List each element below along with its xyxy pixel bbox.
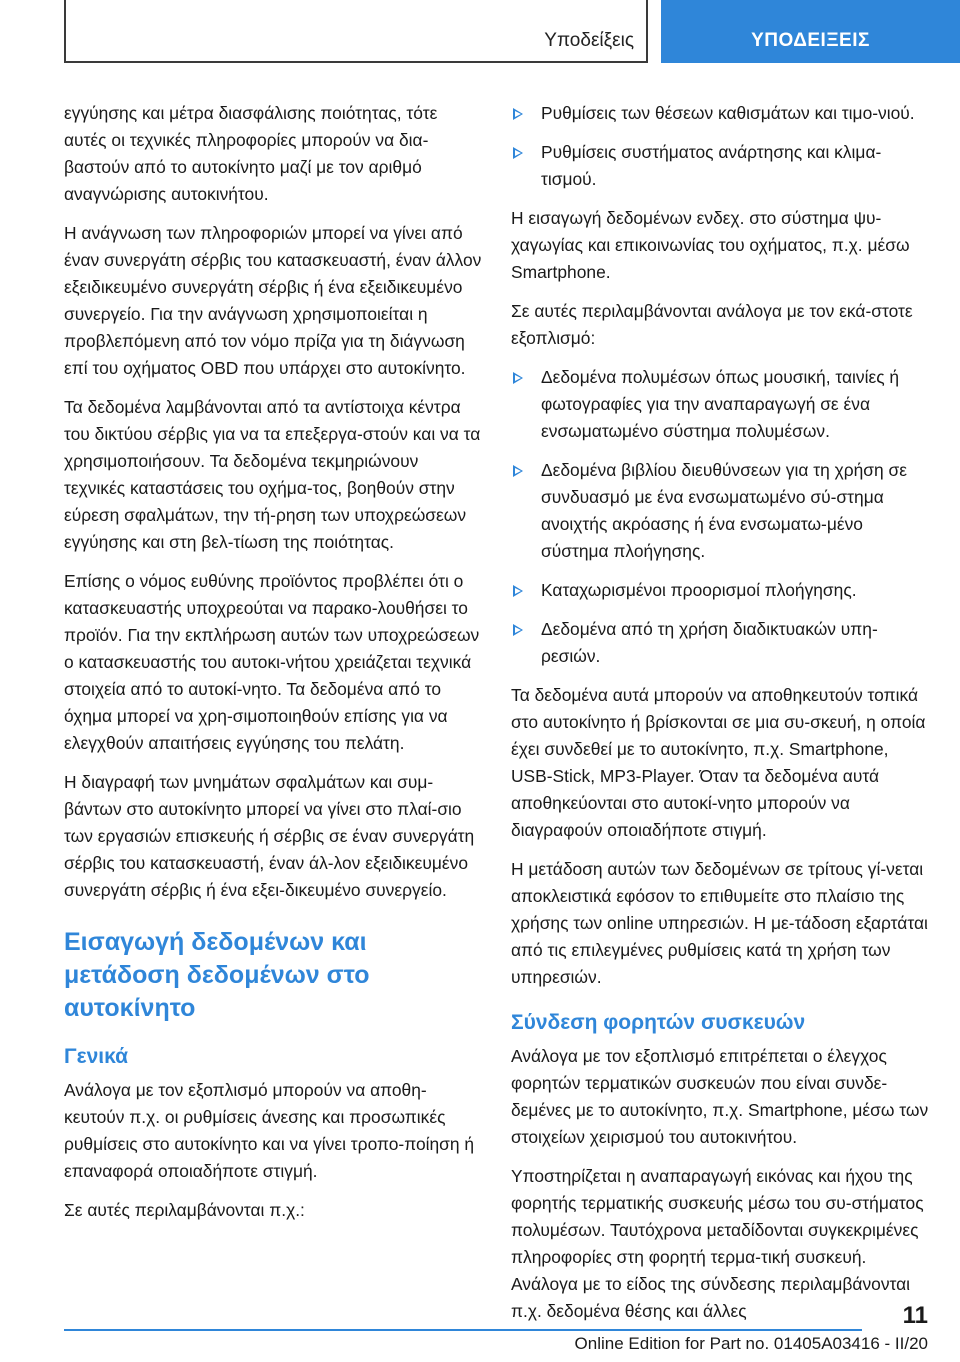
paragraph: Η μετάδοση αυτών των δεδομένων σε τρίτους γί‐νεται αποκλειστικά εφόσον το επιθυμείτε στο πλαίσιο της χρήσης των online υπηρεσιών. Η με‐τάδοση εξαρτάται από τις επιλεγμένες ρυθμίσεις κατά τη χρήση των υπηρεσιών. (511, 859, 928, 987)
footer-edition: Online Edition for Part no. 01405A03416 - II/20 (574, 1334, 928, 1353)
triangle-bullet-icon (513, 372, 523, 384)
bullet-list (511, 364, 931, 670)
paragraph: Η ανάγνωση των πληροφοριών μπορεί να γίνει από έναν συνεργάτη σέρβις του κατασκευαστή, έναν άλλον εξειδικευμένο συνεργάτη σέρβις ή ένα εξειδικευμένο συνεργείο. Για την ανάγνωση χρησιμοποιείται η προβλεπόμενη από τον νόμο πρίζα για τη διάγνωση επί του οχήματος OBD που υπάρχει στο αυτοκίνητο. (64, 223, 482, 378)
paragraph: Επίσης ο νόμος ευθύνης προϊόντος προβλέπει ότι ο κατασκευαστής υποχρεούται να παρακο‐λουθήσει το προϊόν. Για την εκπλήρωση αυτών των υποχρεώσεων ο κατασκευαστής του αυτοκι‐νήτου χρειάζεται τεχνικά στοιχεία από το αυτοκί‐νητο. Τα δεδομένα από το όχημα μπορεί να χρη‐σιμοποιηθούν επίσης για να ελεγχθούν απαιτήσεις εγγύησης του πελάτη. (64, 571, 480, 753)
header-chapter-title: ΥΠΟΔΕΙΞΕΙΣ (751, 30, 870, 51)
right-column (511, 100, 931, 1337)
paragraph: εγγύησης και μέτρα διασφάλισης ποιότητας, τότε αυτές οι τεχνικές πληροφορίες μπορούν να δια‐βαστούν από το αυτοκίνητο μαζί με τον αριθμό αναγνώρισης αυτοκινήτου. (64, 103, 438, 204)
header-section-box (64, 0, 648, 63)
paragraph: Ανάλογα με τον εξοπλισμό μπορούν να αποθη‐κευτούν π.χ. οι ρυθμίσεις άνεσης και προσωπικές ρυθμίσεις στο αυτοκίνητο και να γίνει τροπο‐ποίηση ή επαναφορά οποιαδήποτε στιγμή. (64, 1080, 475, 1181)
triangle-bullet-icon (513, 624, 523, 636)
paragraph: Η εισαγωγή δεδομένων ενδεχ. στο σύστημα ψυ‐χαγωγίας και επικοινωνίας του οχήματος, π.χ. μέσω Smartphone. (511, 208, 910, 282)
footer-divider (64, 1329, 862, 1331)
section-heading: Εισαγωγή δεδομένων και μετάδοση δεδομένων στο αυτοκίνητο (64, 928, 370, 1022)
paragraph: Ανάλογα με τον εξοπλισμό επιτρέπεται ο έλεγχος φορητών τερματικών συσκευών που είναι συνδε‐δεμένες με το αυτοκίνητο, π.χ. Smartphone, μέσω των στοιχείων χειρισμού του αυτοκινήτου. (511, 1046, 929, 1147)
page-number: 11 (902, 1302, 928, 1329)
header-chapter-tab (661, 0, 960, 63)
list-item: Δεδομένα από τη χρήση διαδικτυακών υπη‐ρεσιών. (511, 616, 931, 670)
bullet-list (511, 100, 931, 193)
paragraph: Τα δεδομένα λαμβάνονται από τα αντίστοιχα κέντρα του δικτύου σέρβις για να τα επεξεργα‐στούν και να τα χρησιμοποιήσουν. Τα δεδομένα τεκμηριώνουν τεχνικές καταστάσεις του οχήμα‐τος, βοηθούν στην εύρεση σφαλμάτων, την τή‐ρηση των υποχρεώσεων εγγύησης και στη βελ‐τίωση της ποιότητας. (64, 397, 481, 552)
subsection-heading: Γενικά (64, 1045, 129, 1068)
triangle-bullet-icon (513, 465, 523, 477)
list-item: Καταχωρισμένοι προορισμοί πλοήγησης. (511, 577, 931, 604)
paragraph: Σε αυτές περιλαμβάνονται π.χ.: (64, 1200, 305, 1220)
subsection-heading: Σύνδεση φορητών συσκευών (511, 1011, 806, 1034)
paragraph: Υποστηρίζεται η αναπαραγωγή εικόνας και ήχου της φορητής τερματικής συσκευής μέσω του συ‐στήματος πολυμέσων. Ταυτόχρονα μεταδίδονται συγκεκριμένες πληροφορίες στη φορητή τερμα‐τική συσκευή. Ανάλογα με το είδος της σύνδεσης περιλαμβάνονται π.χ. δεδομένα θέσης και άλλες (511, 1166, 924, 1321)
triangle-bullet-icon (513, 585, 523, 597)
header-section-title: Υποδείξεις (544, 30, 634, 51)
list-item: Ρυθμίσεις συστήματος ανάρτησης και κλιμα‐τισμού. (511, 139, 931, 193)
list-item: Δεδομένα βιβλίου διευθύνσεων για τη χρήση σε συνδυασμό με ένα ενσωματωμένο σύ‐στημα ανοιχτής ακρόασης ή ένα ενσωματω‐μένο σύστημα πλοήγησης. (511, 457, 931, 565)
list-item: Δεδομένα πολυμέσων όπως μουσική, ταινίες ή φωτογραφίες για την αναπαραγωγή σε ένα ενσωματωμένο σύστημα πολυμέσων. (511, 364, 931, 445)
paragraph: Η διαγραφή των μνημάτων σφαλμάτων και συμ‐βάντων στο αυτοκίνητο μπορεί να γίνει στο πλαί‐σιο των εργασιών επισκευής ή σέρβις σε έναν συνεργάτη σέρβις του κατασκευαστή, έναν άλ‐λον εξειδικευμένο συνεργάτη σέρβις ή ένα εξει‐δικευμένο συνεργείο. (64, 772, 475, 900)
triangle-bullet-icon (513, 108, 523, 120)
paragraph: Σε αυτές περιλαμβάνονται ανάλογα με τον εκά‐στοτε εξοπλισμό: (511, 301, 913, 348)
paragraph: Τα δεδομένα αυτά μπορούν να αποθηκευτούν τοπικά στο αυτοκίνητο ή βρίσκονται σε μια συ‐σκευή, η οποία έχει συνδεθεί με το αυτοκίνητο, π.χ. Smartphone, USB-Stick, MP3-Player. Όταν τα δεδομένα αυτά αποθηκεύονται στο αυτοκί‐νητο μπορούν να διαγραφούν οποιαδήποτε στιγμή. (511, 685, 926, 840)
list-item: Ρυθμίσεις των θέσεων καθισμάτων και τιμο‐νιού. (511, 100, 931, 127)
left-column (64, 100, 482, 1236)
triangle-bullet-icon (513, 147, 523, 159)
